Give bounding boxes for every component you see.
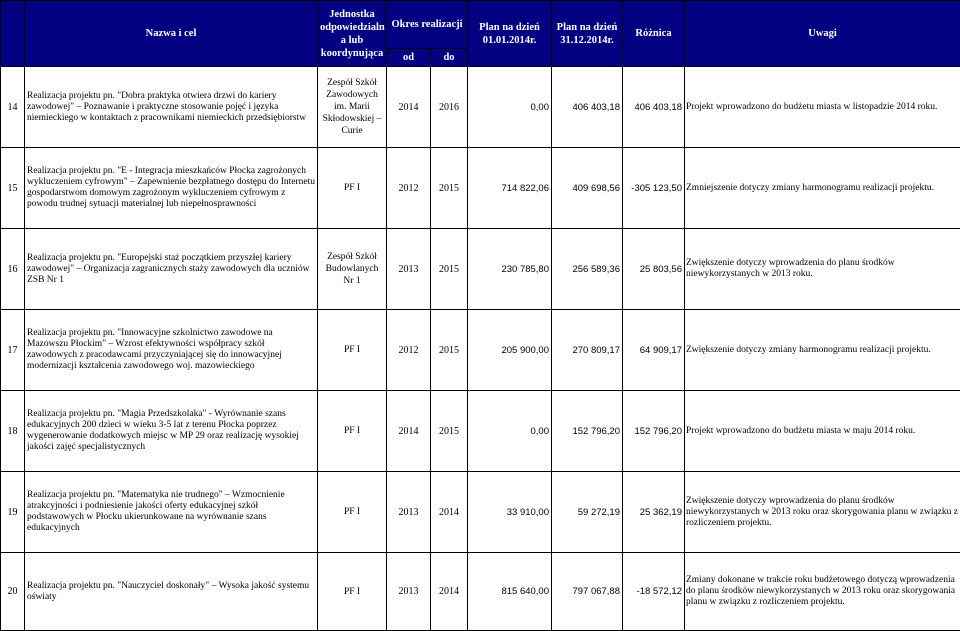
plan-end-value: 270 809,17 [552,310,623,391]
table-row [1,553,960,631]
period-to: 2015 [431,229,468,310]
project-name: Realizacja projektu pn. "Dobra praktyka otwiera drzwi do kariery zawodowej" – Poznawanie i praktyczne stosowanie pojęć i języka niemieckiego w kontaktach z pracownikami niemieckich przedsiębiorstw [25,67,318,148]
period-to: 2015 [431,310,468,391]
plan-start-value: 33 910,00 [468,472,552,553]
notes-text: Zmniejszenie dotyczy zmiany harmonogramu realizacji projektu. [685,148,960,229]
plan-start-value: 230 785,80 [468,229,552,310]
notes-text: Zmiany dokonane w trakcie roku budżetowego dotyczą wprowadzenia do planu środków niewykorzystanych w 2013 roku oraz skorygowania planu w związku z rozliczeniem projektu. [685,553,960,631]
project-name: Realizacja projektu pn. "Innowacyjne szkolnictwo zawodowe na Mazowszu Płockim" – Wzrost efektywności współpracy szkół zawodowych z pracodawcami przyczyniającej się do innowacyjnej modernizacji kształcenia zawodowego woj. mazowieckiego [25,310,318,391]
period-from: 2012 [387,310,431,391]
period-from: 2013 [387,472,431,553]
table-row [1,148,960,229]
difference-value: -305 123,50 [623,148,685,229]
responsible-unit: PF I [318,148,387,229]
col-header-notes: Uwagi [685,1,960,67]
period-from: 2012 [387,148,431,229]
project-name: Realizacja projektu pn. "E - Integracja mieszkańców Płocka zagrożonych wykluczeniem cyfrowym" – Zapewnienie bezpłatnego dostępu do Internetu gospodarstwom domowym zagrożonym wykluczeniem cyfrowym z powodu trudnej sytuacji materialnej lub niepełnosprawności [25,148,318,229]
difference-value: 25 362,19 [623,472,685,553]
notes-text: Zwiększenie dotyczy wprowadzenia do planu środków niewykorzystanych w 2013 roku. [685,229,960,310]
col-header-plan-end: Plan na dzień 31.12.2014r. [552,1,623,67]
row-number: 17 [1,310,25,391]
notes-text: Projekt wprowadzono do budżetu miasta w maju 2014 roku. [685,391,960,472]
row-number: 16 [1,229,25,310]
project-name: Realizacja projektu pn. "Matematyka nie trudnego" – Wzmocnienie atrakcyjności i podniesienie jakości oferty edukacyjnej szkół podstawowych w Płocku ukierunkowane na wyrównanie szans edukacyjnych [25,472,318,553]
row-number: 15 [1,148,25,229]
plan-end-value: 256 589,36 [552,229,623,310]
difference-value: 152 796,20 [623,391,685,472]
row-number: 20 [1,553,25,631]
plan-end-value: 406 403,18 [552,67,623,148]
plan-start-value: 0,00 [468,67,552,148]
period-from: 2013 [387,553,431,631]
table-row [1,310,960,391]
plan-start-value: 714 822,06 [468,148,552,229]
plan-start-value: 0,00 [468,391,552,472]
period-to: 2014 [431,553,468,631]
col-header-period: Okres realizacji [387,1,468,49]
difference-value: -18 572,12 [623,553,685,631]
plan-end-value: 59 272,19 [552,472,623,553]
table-row [1,229,960,310]
table-row [1,391,960,472]
period-to: 2015 [431,391,468,472]
responsible-unit: Zespół Szkół Zawodowych im. Marii Skłodowskiej – Curie [318,67,387,148]
plan-end-value: 797 067,88 [552,553,623,631]
period-to: 2014 [431,472,468,553]
period-from: 2013 [387,229,431,310]
row-number: 14 [1,67,25,148]
col-header-name: Nazwa i cel [25,1,318,67]
difference-value: 406 403,18 [623,67,685,148]
plan-start-value: 815 640,00 [468,553,552,631]
responsible-unit: PF I [318,310,387,391]
row-number: 19 [1,472,25,553]
period-from: 2014 [387,391,431,472]
responsible-unit: PF I [318,472,387,553]
col-header-diff: Różnica [623,1,685,67]
period-to: 2016 [431,67,468,148]
col-header-lp [1,1,25,67]
table-row [1,67,960,148]
notes-text: Projekt wprowadzono do budżetu miasta w listopadzie 2014 roku. [685,67,960,148]
responsible-unit: PF I [318,391,387,472]
difference-value: 64 909,17 [623,310,685,391]
responsible-unit: Zespół Szkół Budowlanych Nr 1 [318,229,387,310]
row-number: 18 [1,391,25,472]
notes-text: Zwiększenie dotyczy zmiany harmonogramu realizacji projektu. [685,310,960,391]
col-header-plan-start: Plan na dzień 01.01.2014r. [468,1,552,67]
plan-end-value: 409 698,56 [552,148,623,229]
difference-value: 25 803,56 [623,229,685,310]
col-header-to: do [431,49,468,67]
notes-text: Zwiększenie dotyczy wprowadzenia do planu środków niewykorzystanych w 2013 roku oraz skorygowania planu w związku z rozliczeniem projektu. [685,472,960,553]
period-to: 2015 [431,148,468,229]
col-header-unit: Jednostka odpowiedzialn a lub koordynująca [318,1,387,67]
period-from: 2014 [387,67,431,148]
responsible-unit: PF I [318,553,387,631]
table-row [1,472,960,553]
plan-start-value: 205 900,00 [468,310,552,391]
project-name: Realizacja projektu pn. "Magia Przedszkolaka" - Wyrównanie szans edukacyjnych 200 dzieci w wieku 3-5 lat z terenu Płocka poprzez wygenerowanie dodatkowych miejsc w MP 29 oraz realizację wysokiej jakości zajęć specjalistycznych [25,391,318,472]
project-name: Realizacja projektu pn. "Nauczyciel doskonały" – Wysoka jakość systemu oświaty [25,553,318,631]
project-name: Realizacja projektu pn. "Europejski staż początkiem przyszłej kariery zawodowej" – Organizacja zagranicznych staży zawodowych dla uczniów ZSB Nr 1 [25,229,318,310]
col-header-from: od [387,49,431,67]
plan-end-value: 152 796,20 [552,391,623,472]
